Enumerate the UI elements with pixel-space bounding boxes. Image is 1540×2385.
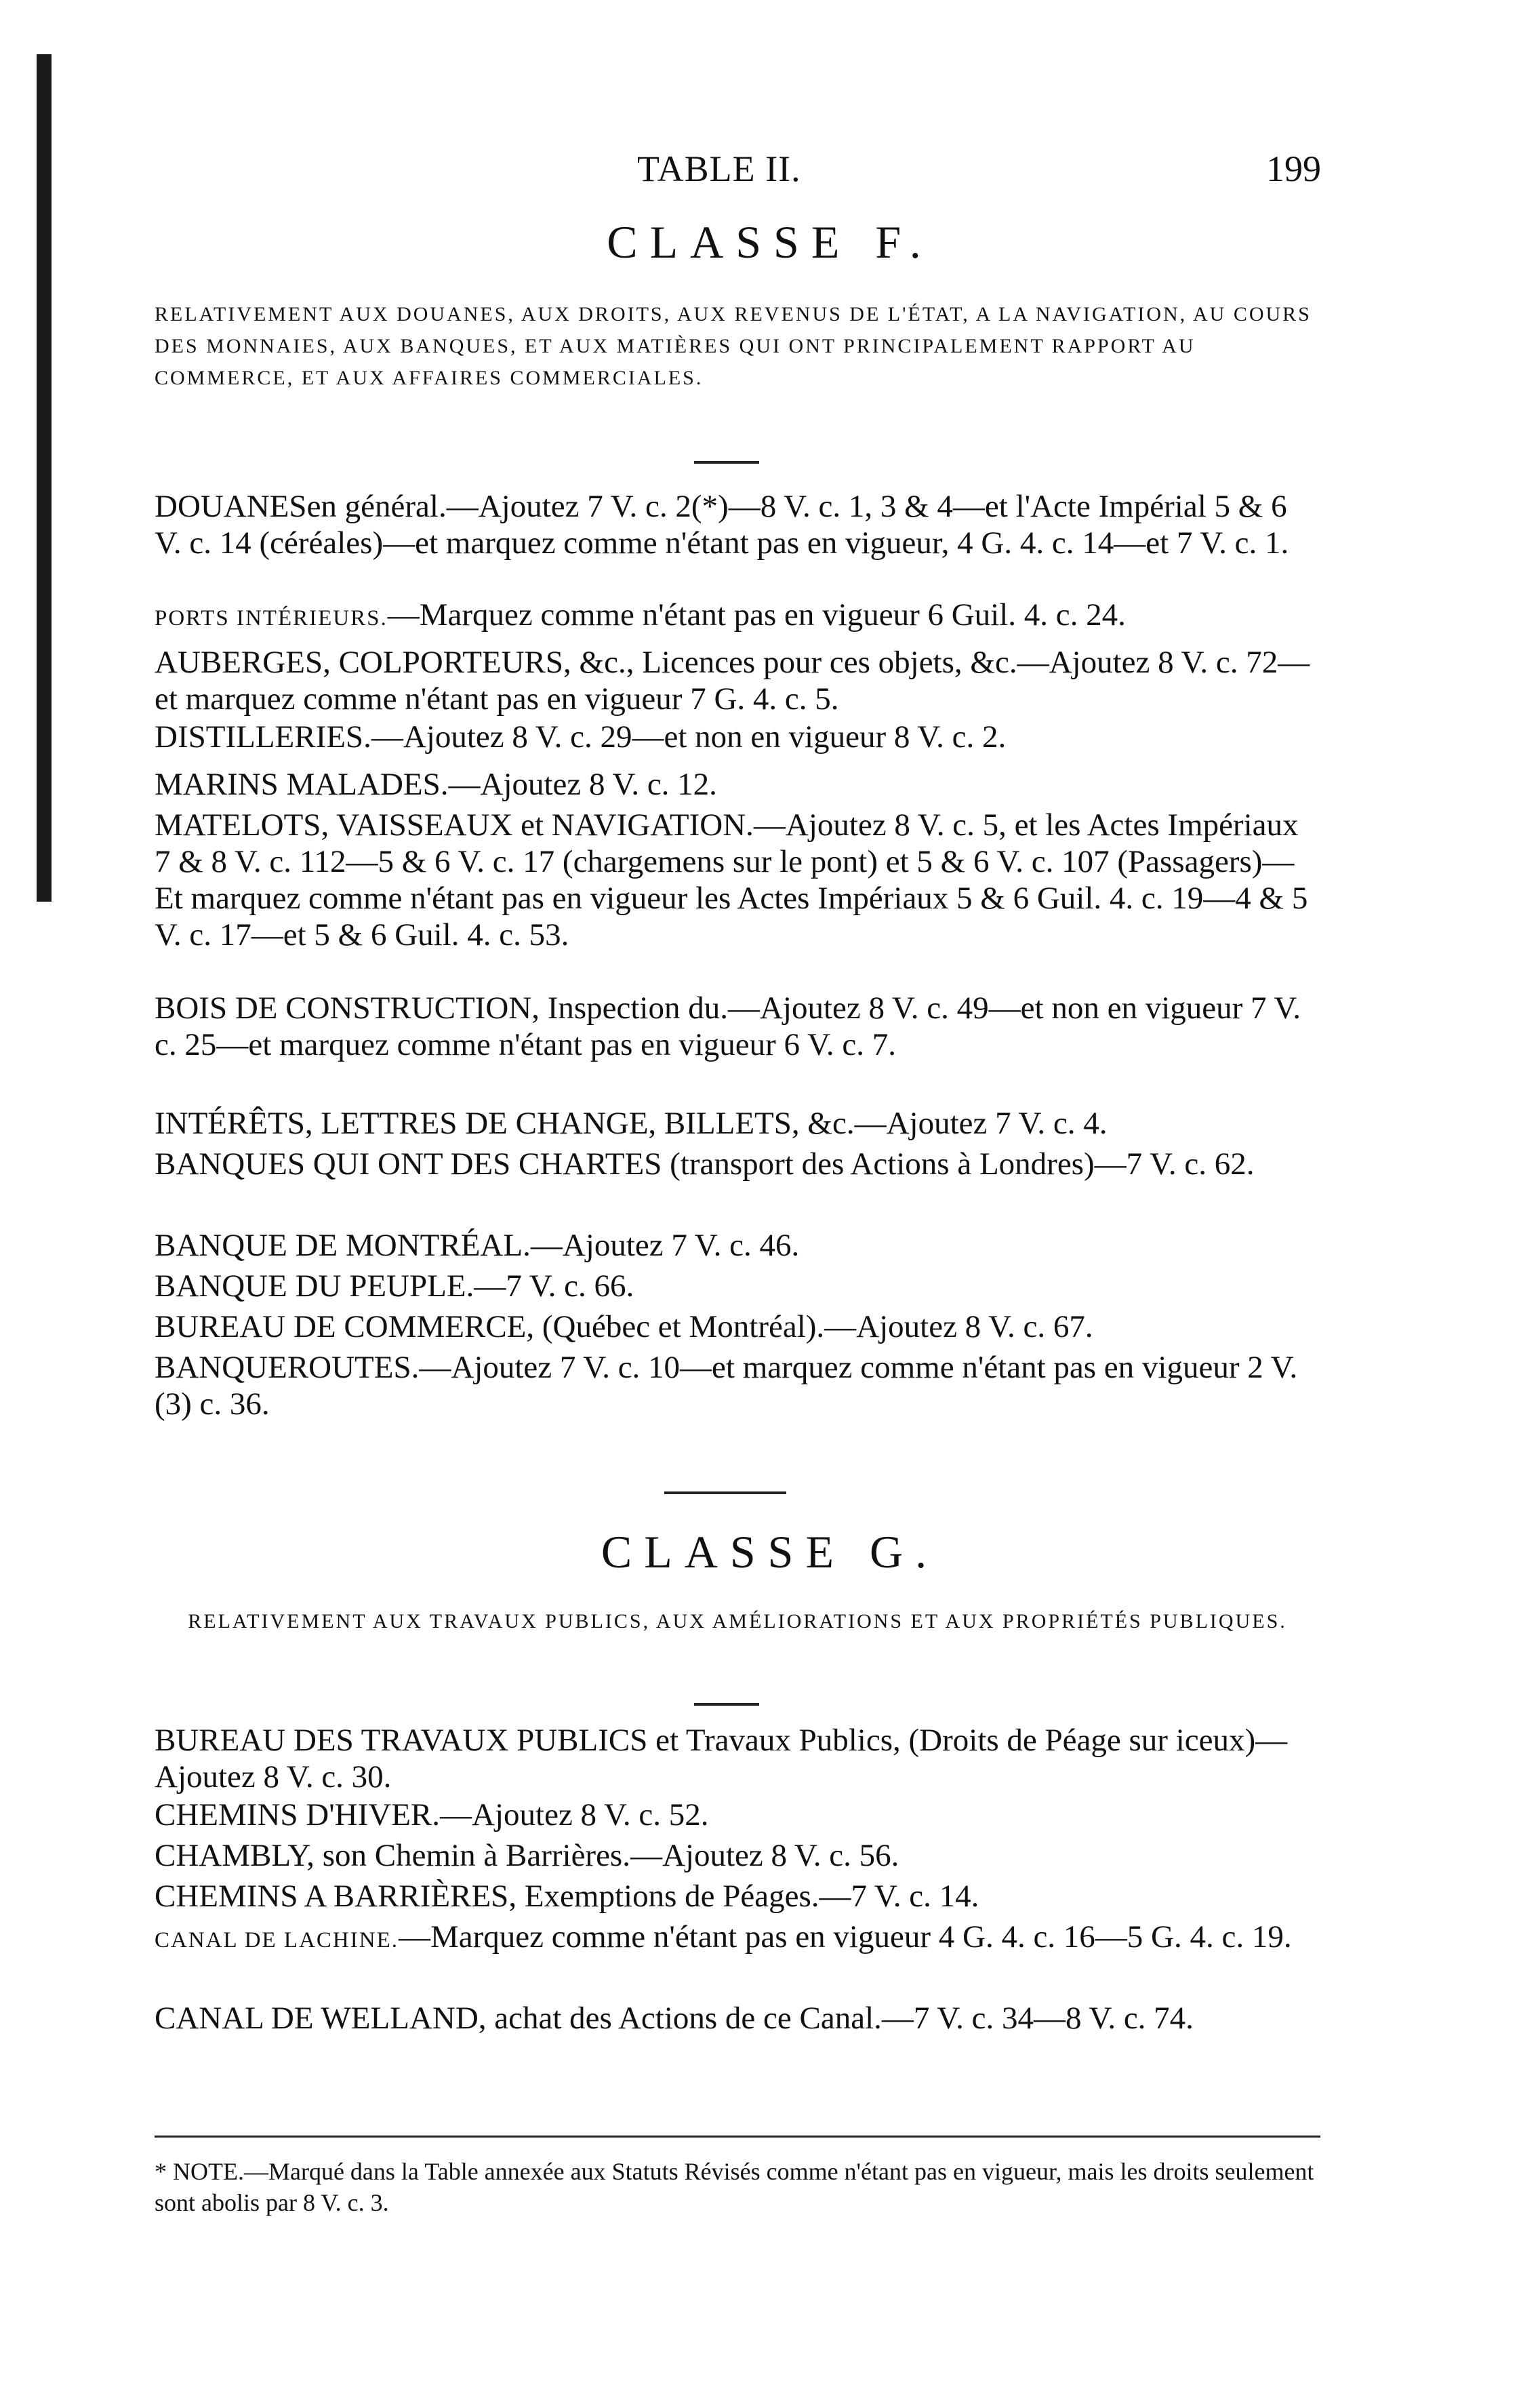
table-label: TABLE II. xyxy=(637,148,801,189)
entry-text: Inspection du.—Ajoutez 8 V. c. 49—et non en vigueur 7 V. c. 25—et marquez comme n'étant pas en vigueur 6 V. c. 7. xyxy=(155,990,1301,1062)
entry-head: BUREAU DES TRAVAUX PUBLICS xyxy=(155,1723,648,1758)
entry-item xyxy=(155,1349,1320,1422)
entry-head: BOIS DE CONSTRUCTION, xyxy=(155,990,540,1026)
entry-item xyxy=(155,766,1320,803)
entry-head: BANQUE DU PEUPLE. xyxy=(155,1268,474,1304)
entry-head: CANAL DE LACHINE. xyxy=(155,1928,399,1952)
entry-text: —Marquez comme n'étant pas en vigueur 6 Guil. 4. c. 24. xyxy=(387,597,1126,633)
entry-text: &c.—Ajoutez 7 V. c. 4. xyxy=(799,1106,1108,1141)
entry-item xyxy=(155,488,1320,561)
entry-item xyxy=(155,1146,1320,1182)
entry-head: BANQUEROUTES. xyxy=(155,1350,420,1385)
entry-head: MATELOTS, VAISSEAUX et NAVIGATION. xyxy=(155,807,754,843)
entry-item xyxy=(155,1105,1320,1142)
entry-item xyxy=(155,807,1320,953)
footnote: * NOTE.—Marqué dans la Table annexée aux Statuts Révisés comme n'étant pas en vigueur, mais les droits seulement sont abolis par 8 V. c. 3. xyxy=(155,2158,1314,2216)
classe-f-description: RELATIVEMENT AUX DOUANES, AUX DROITS, AUX REVENUS DE L'ÉTAT, A LA NAVIGATION, AU COURS DES MONNAIES, AUX BANQUES, ET AUX MATIÈRES QUI ONT PRINCIPALEMENT RAPPORT AU COMMERCE, ET AUX AFFAIRES COMMERCIALES. xyxy=(155,303,1312,389)
entry-text: —Ajoutez 7 V. c. 10—et marquez comme n'étant pas en vigueur 2 V. (3) c. 36. xyxy=(155,1350,1298,1422)
entry-head: CHEMINS A BARRIÈRES, xyxy=(155,1879,517,1914)
entry-text: —Ajoutez 8 V. c. 5, et les Actes Impériaux 7 & 8 V. c. 112—5 & 6 V. c. 17 (chargemens sur le pont) et 5 & 6 V. c. 107 (Passagers)—Et marquez comme n'étant pas en vigueur les Actes Impériaux 5 & 6 Guil. 4. c. 19—4 & 5 V. c. 17—et 5 & 6 Guil. 4. c. 53. xyxy=(155,807,1308,953)
entry-text: —Ajoutez 8 V. c. 52. xyxy=(440,1797,709,1832)
page-number: 199 xyxy=(1266,148,1321,189)
entry-text: &c., Licences pour ces objets, &c.—Ajoutez 8 V. c. 72—et marquez comme n'étant pas en vigueur 7 G. 4. c. 5. xyxy=(155,645,1310,717)
classe-f-heading: CLASSE F. xyxy=(607,216,933,268)
section-rule xyxy=(694,1703,759,1706)
entry-item xyxy=(155,1878,1320,1915)
entry-head: CHEMINS D'HIVER. xyxy=(155,1797,441,1832)
entry-text: achat des Actions de ce Canal.—7 V. c. 34—8 V. c. 74. xyxy=(486,2001,1194,2036)
entry-item xyxy=(155,1227,1320,1264)
entry-head: BUREAU DE COMMERCE, xyxy=(155,1309,535,1344)
entry-text: —Ajoutez 8 V. c. 29—et non en vigueur 8 V. c. 2. xyxy=(371,719,1007,755)
classe-g-heading: CLASSE G. xyxy=(601,1526,939,1578)
entry-text: (Québec et Montréal).—Ajoutez 8 V. c. 67. xyxy=(534,1309,1093,1344)
entry-text: Exemptions de Péages.—7 V. c. 14. xyxy=(516,1879,979,1914)
entry-item xyxy=(155,1837,1320,1874)
entry-text: son Chemin à Barrières.—Ajoutez 8 V. c. 56. xyxy=(315,1838,899,1873)
entry-item xyxy=(155,2000,1320,2037)
entry-head: DISTILLERIES. xyxy=(155,719,371,755)
entry-item xyxy=(155,990,1320,1063)
entry-text: —Ajoutez 7 V. c. 46. xyxy=(530,1228,800,1263)
entry-item xyxy=(155,719,1320,755)
entry-head: AUBERGES, COLPORTEURS, xyxy=(155,645,571,680)
entry-text: (transport des Actions à Londres)—7 V. c. 62. xyxy=(662,1146,1255,1182)
entry-head: PORTS INTÉRIEURS. xyxy=(155,606,388,630)
entry-item xyxy=(155,597,1320,637)
entry-item xyxy=(155,1722,1320,1795)
entry-item xyxy=(155,1268,1320,1304)
footnote-rule xyxy=(155,2136,1320,2138)
entry-head: DOUANES xyxy=(155,489,307,524)
entry-head: BANQUE DE MONTRÉAL. xyxy=(155,1228,531,1263)
entry-head: INTÉRÊTS, LETTRES DE CHANGE, BILLETS, xyxy=(155,1106,800,1141)
classe-g-description: RELATIVEMENT AUX TRAVAUX PUBLICS, AUX AMÉLIORATIONS ET AUX PROPRIÉTÉS PUBLIQUES. xyxy=(188,1610,1287,1632)
entry-text: et Travaux Publics, (Droits de Péage sur iceux)—Ajoutez 8 V. c. 30. xyxy=(155,1723,1288,1795)
entry-text: —Ajoutez 8 V. c. 12. xyxy=(448,767,717,802)
entry-item xyxy=(155,1919,1320,1959)
entry-item xyxy=(155,1797,1320,1833)
running-head xyxy=(0,148,1540,188)
section-divider xyxy=(664,1491,786,1494)
entry-head: CANAL DE WELLAND, xyxy=(155,2001,487,2036)
entry-head: BANQUES QUI ONT DES CHARTES xyxy=(155,1146,662,1182)
entry-item xyxy=(155,1308,1320,1345)
section-rule xyxy=(694,461,759,464)
entry-text: —Marquez comme n'étant pas en vigueur 4 G. 4. c. 16—5 G. 4. c. 19. xyxy=(399,1919,1292,1955)
entry-head: MARINS MALADES. xyxy=(155,767,449,802)
entry-text: en général.—Ajoutez 7 V. c. 2(*)—8 V. c. 1, 3 & 4—et l'Acte Impérial 5 & 6 V. c. 14 (céréales)—et marquez comme n'étant pas en vigueur, 4 G. 4. c. 14—et 7 V. c. 1. xyxy=(155,489,1289,561)
entry-item xyxy=(155,644,1320,717)
entry-text: —7 V. c. 66. xyxy=(474,1268,634,1304)
entry-head: CHAMBLY, xyxy=(155,1838,315,1873)
